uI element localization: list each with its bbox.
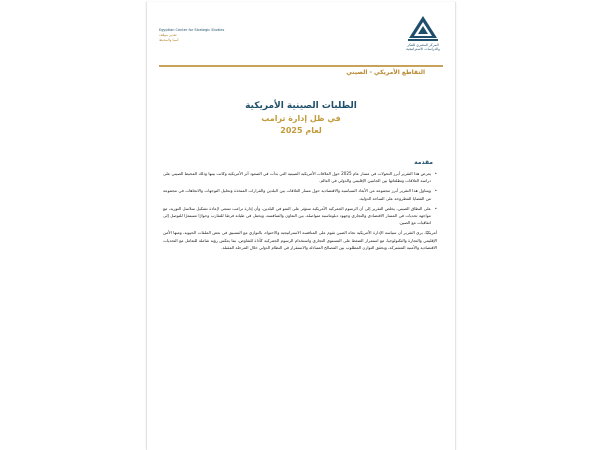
title-block bbox=[147, 100, 455, 137]
document-page bbox=[146, 2, 456, 450]
header-meta-line: Egyptian Center for Strategic Studies bbox=[159, 28, 225, 32]
list-item: • يعرض هذا التقرير أبرز التحولات في مسار عام 2025 حول العلاقات الأمريكية الصينية التي بدأت في الصعود أثر الأمريكية وكانت بينها وذلك المحيط الصيني على دراسة العلاقات وتطلعاتها بين الجانبين الإقليمي والدولي في العالم. bbox=[163, 170, 431, 184]
header-meta-line: تقدير موقف bbox=[159, 33, 177, 37]
header-meta bbox=[159, 28, 224, 43]
section-heading: مقدمة bbox=[414, 159, 433, 166]
ecss-logo-icon bbox=[405, 14, 441, 42]
body-text bbox=[163, 170, 437, 254]
page-title: الطلبات الصينية الأمريكية bbox=[245, 101, 357, 111]
header-divider bbox=[159, 65, 443, 67]
body-paragraph: أمريكيًا، يرى التقرير أن سياسة الإدارة الأمريكية تجاه الصين تقوم على المنافسة الاستراتيجية والاحتواء، بالتوازي مع التنسيق في بعض الملفات الحيوية، ومنها الأمن الإقليمي والتجارة والتكنولوجيا، مع استمرار الضغط على المستوى التجاري واستخدام الرسوم الجمركية كأداة للتفاوض، بما يعكس رؤية شاملة للتعامل مع التحديات الاقتصادية والأمنية المشتركة، ويحقق التوازن المطلوب بين المصالح المتبادلة والاستقرار في النظام الدولي خلال المرحلة المقبلة. bbox=[163, 230, 437, 250]
logo-text: المركز المصري للفكر والدراسات الاستراتيجية bbox=[406, 43, 440, 51]
list-item: • ويتناول هذا التقرير أبرز مجموعة من الأبعاد السياسية والاقتصادية حول مسار العلاقات بين البلدين والقرارات المتخذة وتحليل التوجهات والاتجاهات في مجموعة من القضايا المطروحة على الساحة الدولية. bbox=[163, 187, 431, 201]
header-meta-line: آسيا والمحيط bbox=[159, 38, 179, 42]
page-date: لعام 2025 bbox=[280, 126, 322, 135]
page-subtitle: في ظل إدارة ترامب bbox=[261, 114, 341, 123]
bullet-list bbox=[163, 170, 437, 226]
list-item: • على النطاق الصيني، يخلص التقرير إلى أن الرسوم الجمركية الأمريكية ستؤثر على النمو في البلدين، وأن إدارة ترامب تسعى لإعادة تشكيل سلاسل التوريد، مع مواجهة تحديات في المسار الاقتصادي والتجاري وجهود دبلوماسية متواصلة، بين التعاون والمنافسة، ويحمل في طياته فرصًا للتقارب وحوارًا مستمرًا للتوصل إلى اتفاقيات مع الصين. bbox=[163, 205, 431, 227]
breadcrumb: التقاطع الأمريكي - الصيني bbox=[346, 69, 425, 76]
